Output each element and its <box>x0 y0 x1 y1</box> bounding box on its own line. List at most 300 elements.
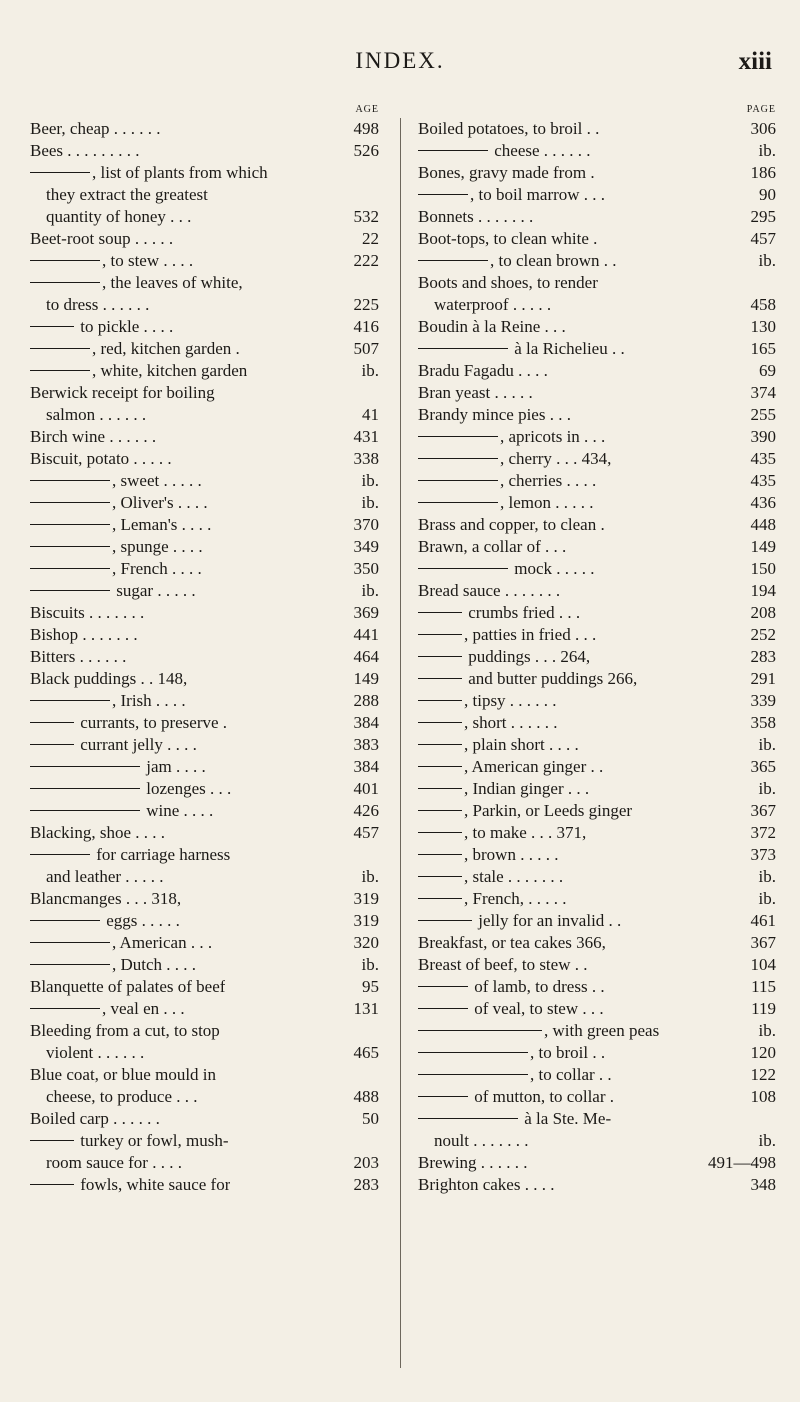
index-entry <box>418 800 776 822</box>
index-entry <box>30 228 379 250</box>
index-entry <box>30 1174 379 1196</box>
index-entry-page: 436 <box>750 493 776 512</box>
index-entry-page: 383 <box>353 735 379 754</box>
index-entry <box>30 338 379 360</box>
index-entry-text: and leather . . . . . <box>46 867 164 886</box>
index-entry <box>418 712 776 734</box>
index-entry-page: ib. <box>361 471 379 490</box>
ditto-dash <box>418 986 468 987</box>
index-entry-page: 165 <box>750 339 776 358</box>
index-entry <box>30 690 379 712</box>
index-entry-text: , American . . . <box>30 932 212 954</box>
index-entry <box>30 448 379 470</box>
index-entry-page: 448 <box>750 515 776 534</box>
index-entry-page: 338 <box>353 449 379 468</box>
column-divider <box>400 118 401 1368</box>
ditto-dash <box>418 1096 468 1097</box>
index-entry-page: 384 <box>353 713 379 732</box>
index-entry-text: Blacking, shoe . . . . <box>30 823 166 842</box>
index-entry <box>418 448 776 470</box>
index-entry <box>30 646 379 668</box>
index-entry-text: mock . . . . . <box>418 558 595 580</box>
ditto-dash <box>418 722 462 723</box>
index-entry-text: , plain short . . . . <box>418 734 579 756</box>
index-entry-text: room sauce for . . . . <box>46 1153 182 1172</box>
index-entry-text: Bleeding from a cut, to stop <box>30 1021 220 1040</box>
index-entry <box>418 844 776 866</box>
index-entry-text: Berwick receipt for boiling <box>30 383 215 402</box>
index-entry-page <box>373 272 379 294</box>
index-entry-text: , apricots in . . . <box>418 426 605 448</box>
index-entry-text: Birch wine . . . . . . <box>30 427 157 446</box>
index-entry <box>30 272 379 294</box>
index-entry <box>418 184 776 206</box>
index-entry <box>30 888 379 910</box>
index-entry-text: , French . . . . <box>30 558 202 580</box>
index-entry-text: , veal en . . . <box>30 998 185 1020</box>
index-entry-page: ib. <box>758 141 776 160</box>
index-entry <box>30 822 379 844</box>
ditto-dash <box>30 282 100 283</box>
ditto-dash <box>418 700 462 701</box>
index-entry-text: cheese, to produce . . . <box>46 1087 198 1106</box>
index-entry-page: 373 <box>750 845 776 864</box>
index-entry-text: quantity of honey . . . <box>46 207 192 226</box>
index-entry-page: 461 <box>750 911 776 930</box>
index-entry-text: Brass and copper, to clean . <box>418 515 605 534</box>
index-entry <box>418 140 776 162</box>
page-number: xiii <box>738 48 772 75</box>
index-entry-text: , to make . . . 371, <box>418 822 586 844</box>
index-entry <box>418 1130 776 1152</box>
ditto-dash <box>30 854 90 855</box>
ditto-dash <box>30 326 74 327</box>
index-entry <box>418 690 776 712</box>
index-entry-page: 283 <box>353 1175 379 1194</box>
index-entry-page <box>373 844 379 866</box>
index-entry-page: 339 <box>750 691 776 710</box>
index-entry-page: 306 <box>750 119 776 138</box>
index-entry-page: 149 <box>353 669 379 688</box>
index-entry-page: 390 <box>750 427 776 446</box>
ditto-dash <box>418 832 462 833</box>
index-entry-page: ib. <box>758 1131 776 1150</box>
index-entry-page: 288 <box>353 691 379 710</box>
index-entry-text: , to boil marrow . . . <box>418 184 605 206</box>
index-entry-page: 465 <box>353 1043 379 1062</box>
index-entry <box>30 932 379 954</box>
index-entry-page <box>770 1108 776 1130</box>
index-entry-text: Bitters . . . . . . <box>30 647 127 666</box>
ditto-dash <box>30 1184 74 1185</box>
index-entry-page: 367 <box>750 933 776 952</box>
index-entry-page: 120 <box>750 1043 776 1062</box>
index-entry <box>418 778 776 800</box>
index-entry <box>418 536 776 558</box>
ditto-dash <box>30 480 110 481</box>
index-entry-text: , Indian ginger . . . <box>418 778 589 800</box>
index-entry <box>418 558 776 580</box>
index-entry <box>30 140 379 162</box>
index-entry-text: , American ginger . . <box>418 756 603 778</box>
index-entry-text: wine . . . . <box>30 800 213 822</box>
index-entry-page: 526 <box>353 141 379 160</box>
index-entry <box>30 118 379 140</box>
index-entry <box>418 514 776 536</box>
index-entry-page: 22 <box>362 229 379 248</box>
index-entry <box>30 558 379 580</box>
index-entry <box>418 382 776 404</box>
index-entry-page: 374 <box>750 383 776 402</box>
index-entry-page: 491—498 <box>708 1153 776 1172</box>
ditto-dash <box>418 1030 542 1031</box>
index-entry-text: , tipsy . . . . . . <box>418 690 557 712</box>
index-entry <box>418 316 776 338</box>
index-entry-text: à la Richelieu . . <box>418 338 625 360</box>
index-entry-text: noult . . . . . . . <box>434 1131 529 1150</box>
left-index-column <box>30 104 379 1196</box>
index-entry-page: 194 <box>750 581 776 600</box>
index-entry-text: they extract the greatest <box>46 185 208 204</box>
index-entry-text: , French, . . . . . <box>418 888 566 910</box>
index-entry <box>30 712 379 734</box>
ditto-dash <box>418 458 498 459</box>
index-entry-page: 122 <box>750 1065 776 1084</box>
index-entry-text: , patties in fried . . . <box>418 624 596 646</box>
index-entry-text: Bonnets . . . . . . . <box>418 207 534 226</box>
index-entry <box>418 756 776 778</box>
index-entry <box>30 1064 379 1086</box>
index-entry-page: 291 <box>750 669 776 688</box>
index-entry <box>30 734 379 756</box>
ditto-dash <box>30 942 110 943</box>
index-entry <box>30 470 379 492</box>
index-entry-page: ib. <box>758 867 776 886</box>
index-entry-text: fowls, white sauce for <box>30 1174 230 1196</box>
ditto-dash <box>418 1052 528 1053</box>
index-entry-page: 131 <box>353 999 379 1018</box>
index-entry <box>418 294 776 316</box>
index-entry-page: ib. <box>361 361 379 380</box>
index-entry <box>418 1086 776 1108</box>
index-entry-text: currants, to preserve . <box>30 712 227 734</box>
index-entry-page: 435 <box>750 471 776 490</box>
index-entry-page: ib. <box>361 867 379 886</box>
index-entry-text: , Leman's . . . . <box>30 514 211 536</box>
index-entry-text: , lemon . . . . . <box>418 492 594 514</box>
index-entry-text: , short . . . . . . <box>418 712 558 734</box>
index-entry-page: 203 <box>353 1153 379 1172</box>
index-entry-page: 90 <box>759 185 776 204</box>
index-entry-text: , cherries . . . . <box>418 470 596 492</box>
index-entry-page <box>770 272 776 294</box>
index-entry-text: for carriage harness <box>30 844 230 866</box>
index-entry <box>30 184 379 206</box>
index-entry <box>30 624 379 646</box>
index-entry-page: 370 <box>353 515 379 534</box>
ditto-dash <box>418 568 508 569</box>
index-entry-page: 41 <box>362 405 379 424</box>
index-entry-page: 488 <box>353 1087 379 1106</box>
index-entry-text: Boiled potatoes, to broil . . <box>418 119 600 138</box>
index-entry-text: Boots and shoes, to render <box>418 273 598 292</box>
index-entry-page <box>373 1064 379 1086</box>
ditto-dash <box>30 964 110 965</box>
index-entry-text: , list of plants from which <box>30 162 268 184</box>
index-entry-page: 149 <box>750 537 776 556</box>
index-entry-page <box>373 1130 379 1152</box>
index-entry-text: salmon . . . . . . <box>46 405 147 424</box>
index-entry <box>30 250 379 272</box>
index-entry-text: , cherry . . . 434, <box>418 448 611 470</box>
page-title: INDEX. <box>355 48 445 73</box>
index-entry-page: 222 <box>353 251 379 270</box>
index-entry <box>30 954 379 976</box>
index-entry-page: 208 <box>750 603 776 622</box>
index-entry-text: Beet-root soup . . . . . <box>30 229 174 248</box>
index-entry-text: Biscuit, potato . . . . . <box>30 449 172 468</box>
index-entry-text: Boot-tops, to clean white . <box>418 229 598 248</box>
index-entry <box>30 1042 379 1064</box>
index-entry-text: sugar . . . . . <box>30 580 196 602</box>
index-entry <box>30 800 379 822</box>
ditto-dash <box>30 348 90 349</box>
index-entry <box>418 734 776 756</box>
ditto-dash <box>30 920 100 921</box>
index-entry-page: 319 <box>353 889 379 908</box>
index-entry <box>30 492 379 514</box>
index-entry-page: 283 <box>750 647 776 666</box>
index-entry-page: ib. <box>758 889 776 908</box>
ditto-dash <box>418 898 462 899</box>
ditto-dash <box>30 700 110 701</box>
ditto-dash <box>30 744 74 745</box>
index-entry <box>30 602 379 624</box>
index-entry-page: 295 <box>750 207 776 226</box>
ditto-dash <box>30 1140 74 1141</box>
index-entry-text: Brewing . . . . . . <box>418 1153 528 1172</box>
index-entry-text: , spunge . . . . <box>30 536 203 558</box>
index-entry-text: , sweet . . . . . <box>30 470 202 492</box>
index-entry <box>418 1152 776 1174</box>
index-entry-page: 320 <box>353 933 379 952</box>
index-entry <box>30 844 379 866</box>
index-entry-text: Bradu Fagadu . . . . <box>418 361 548 380</box>
index-entry <box>30 866 379 888</box>
ditto-dash <box>418 194 468 195</box>
index-entry-page: 498 <box>353 119 379 138</box>
ditto-dash <box>30 172 90 173</box>
index-entry-text: , Parkin, or Leeds ginger <box>418 800 632 822</box>
index-entry-page: 130 <box>750 317 776 336</box>
right-page-label: PAGE <box>746 104 776 115</box>
index-entry-text: jam . . . . <box>30 756 206 778</box>
index-entry-text: Blanquette of palates of beef <box>30 977 226 996</box>
index-entry-text: Blancmanges . . . 318, <box>30 889 182 908</box>
index-entry-text: , to clean brown . . <box>418 250 617 272</box>
index-entry-page: ib. <box>758 779 776 798</box>
index-entry <box>418 998 776 1020</box>
index-entry-text: puddings . . . 264, <box>418 646 590 668</box>
index-entry-text: Blue coat, or blue mould in <box>30 1065 217 1084</box>
index-entry <box>30 536 379 558</box>
index-entry <box>418 426 776 448</box>
index-entry-text: Beer, cheap . . . . . . <box>30 119 161 138</box>
index-entry <box>30 514 379 536</box>
index-entry <box>30 426 379 448</box>
index-entry-page: 358 <box>750 713 776 732</box>
index-entry-text: to dress . . . . . . <box>46 295 150 314</box>
index-entry-page: 435 <box>750 449 776 468</box>
index-entry-text: Bees . . . . . . . . . <box>30 141 140 160</box>
index-entry-text: , stale . . . . . . . <box>418 866 563 888</box>
index-entry <box>418 206 776 228</box>
ditto-dash <box>30 546 110 547</box>
index-entry-page: 255 <box>750 405 776 424</box>
index-entry <box>418 668 776 690</box>
index-entry-page: 401 <box>353 779 379 798</box>
index-entry-page: 464 <box>353 647 379 666</box>
index-entry <box>418 250 776 272</box>
index-entry <box>418 954 776 976</box>
right-index-column <box>418 104 776 1196</box>
index-entry-text: , with green peas <box>418 1020 659 1042</box>
index-entry-text: , to broil . . <box>418 1042 605 1064</box>
index-entry <box>30 1130 379 1152</box>
index-entry-page: 186 <box>750 163 776 182</box>
index-entry-page: 458 <box>750 295 776 314</box>
index-entry <box>30 998 379 1020</box>
index-entry-page: 441 <box>353 625 379 644</box>
index-entry-text: Bishop . . . . . . . <box>30 625 138 644</box>
index-entry-text: jelly for an invalid . . <box>418 910 621 932</box>
index-entry-page: 95 <box>362 977 379 996</box>
ditto-dash <box>418 766 462 767</box>
index-entry-page: ib. <box>758 735 776 754</box>
index-entry <box>418 624 776 646</box>
index-entry <box>418 580 776 602</box>
index-entry <box>418 470 776 492</box>
ditto-dash <box>418 920 472 921</box>
index-entry-text: Bones, gravy made from . <box>418 163 595 182</box>
index-entry-page: 225 <box>353 295 379 314</box>
index-entry <box>30 162 379 184</box>
index-entry-text: violent . . . . . . <box>46 1043 145 1062</box>
ditto-dash <box>30 788 140 789</box>
index-entry <box>30 360 379 382</box>
index-entry-page: ib. <box>758 1021 776 1040</box>
index-entry-text: à la Ste. Me- <box>418 1108 611 1130</box>
index-entry <box>30 910 379 932</box>
index-entry <box>418 272 776 294</box>
index-entry-page: 104 <box>750 955 776 974</box>
ditto-dash <box>30 260 100 261</box>
index-entry <box>418 1108 776 1130</box>
index-entry-page: 369 <box>353 603 379 622</box>
ditto-dash <box>30 722 74 723</box>
index-entry <box>30 294 379 316</box>
index-entry-text: and butter puddings 266, <box>418 668 637 690</box>
ditto-dash <box>418 348 508 349</box>
page-header <box>0 48 800 84</box>
index-entry-text: of lamb, to dress . . <box>418 976 605 998</box>
ditto-dash <box>418 612 462 613</box>
index-entry-page: ib. <box>361 581 379 600</box>
index-entry-text: Boiled carp . . . . . . <box>30 1109 160 1128</box>
index-entry-text: Biscuits . . . . . . . <box>30 603 145 622</box>
index-entry-text: , Irish . . . . <box>30 690 186 712</box>
ditto-dash <box>418 1074 528 1075</box>
index-entry-text: of veal, to stew . . . <box>418 998 604 1020</box>
index-entry-text: cheese . . . . . . <box>418 140 591 162</box>
index-entry-page: 457 <box>353 823 379 842</box>
ditto-dash <box>418 810 462 811</box>
index-entry-page: 532 <box>353 207 379 226</box>
index-entry-text: , white, kitchen garden <box>30 360 247 382</box>
ditto-dash <box>30 810 140 811</box>
index-entry-text: , Oliver's . . . . <box>30 492 208 514</box>
index-entry-page: 150 <box>750 559 776 578</box>
ditto-dash <box>30 370 90 371</box>
index-entry-text: , Dutch . . . . <box>30 954 196 976</box>
index-entry <box>418 646 776 668</box>
index-entry <box>418 118 776 140</box>
index-entry-text: , the leaves of white, <box>30 272 243 294</box>
index-entry-page: 365 <box>750 757 776 776</box>
index-entry-page: 69 <box>759 361 776 380</box>
index-entry <box>418 1042 776 1064</box>
index-entry-text: Breast of beef, to stew . . <box>418 955 588 974</box>
index-entry-text: eggs . . . . . <box>30 910 180 932</box>
index-entry <box>418 932 776 954</box>
index-entry <box>30 206 379 228</box>
ditto-dash <box>30 502 110 503</box>
index-entry-page: 119 <box>751 999 776 1018</box>
index-entry-text: to pickle . . . . <box>30 316 173 338</box>
index-entry <box>418 162 776 184</box>
index-entry-page <box>373 162 379 184</box>
index-entry <box>418 910 776 932</box>
index-entry <box>418 822 776 844</box>
ditto-dash <box>418 150 488 151</box>
index-entry <box>418 866 776 888</box>
index-entry <box>418 976 776 998</box>
index-entry <box>30 1020 379 1042</box>
ditto-dash <box>418 502 498 503</box>
index-entry-page: 115 <box>751 977 776 996</box>
index-entry-page <box>373 1020 379 1042</box>
index-entry-page: 416 <box>353 317 379 336</box>
index-entry <box>30 756 379 778</box>
index-entry-page: 372 <box>750 823 776 842</box>
ditto-dash <box>418 854 462 855</box>
index-entry-page: 350 <box>353 559 379 578</box>
index-entry <box>418 360 776 382</box>
index-entry <box>30 1152 379 1174</box>
index-entry <box>30 778 379 800</box>
index-entry-text: Brandy mince pies . . . <box>418 405 571 424</box>
index-entry-page <box>373 382 379 404</box>
index-entry-text: Black puddings . . 148, <box>30 669 188 688</box>
index-entry-text: Brighton cakes . . . . <box>418 1175 555 1194</box>
index-entry-page: 426 <box>353 801 379 820</box>
index-entry-text: lozenges . . . <box>30 778 231 800</box>
index-entry-page: 367 <box>750 801 776 820</box>
index-entry-page: 108 <box>750 1087 776 1106</box>
index-entry-text: , to collar . . <box>418 1064 612 1086</box>
index-entry-text: Boudin à la Reine . . . <box>418 317 566 336</box>
index-entry-page: 457 <box>750 229 776 248</box>
